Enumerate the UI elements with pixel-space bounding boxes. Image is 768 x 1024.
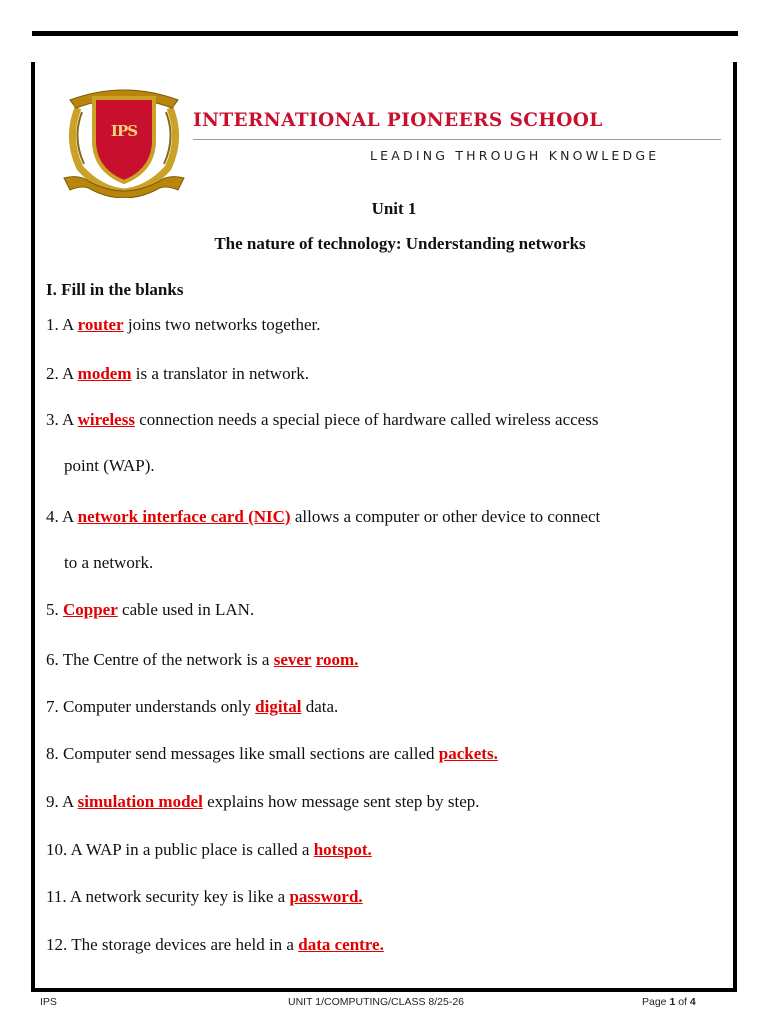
question-text: joins two networks together. — [123, 315, 321, 334]
crest-letters: IPS — [110, 122, 138, 140]
top-rule — [32, 31, 738, 36]
question-1 — [46, 315, 321, 335]
answer-blank: router — [77, 315, 124, 334]
question-text: 6. The Centre of the network is a — [46, 650, 274, 669]
question-text: connection needs a special piece of hardware called wireless access — [134, 410, 599, 429]
question-text: 11. A network security key is like a — [46, 887, 290, 906]
answer-blank: modem — [77, 364, 132, 383]
answer-blank: simulation model — [77, 792, 203, 811]
question-4 — [46, 507, 600, 527]
question-6 — [46, 650, 358, 670]
answer-blank: Copper — [63, 600, 118, 619]
question-text: 4. A — [46, 507, 78, 526]
question-2 — [46, 364, 309, 384]
question-3 — [46, 410, 598, 430]
question-9 — [46, 792, 480, 812]
bottom-rule — [31, 988, 737, 992]
question-text: 9. A — [46, 792, 78, 811]
footer-left: IPS — [40, 996, 57, 1008]
answer-blank: digital — [255, 697, 302, 716]
question-4-continuation: to a network. — [64, 553, 154, 572]
unit-title: Unit 1 — [371, 199, 417, 218]
school-crest-logo — [60, 78, 188, 198]
question-text: 7. Computer understands only — [46, 697, 256, 716]
question-text: 10. A WAP in a public place is called a — [46, 840, 314, 859]
question-text: cable used in LAN. — [117, 600, 255, 619]
question-12 — [46, 935, 384, 955]
question-text: 1. A — [46, 315, 78, 334]
school-tagline: LEADING THROUGH KNOWLEDGE — [370, 148, 660, 163]
answer-blank: network interface card (NIC) — [77, 507, 291, 526]
answer-blank: sever — [273, 650, 312, 669]
answer-blank: packets. — [438, 744, 498, 763]
question-5 — [46, 600, 254, 620]
question-text: allows a computer or other device to connect — [290, 507, 601, 526]
footer-page-total: 4 — [689, 996, 696, 1008]
question-7 — [46, 697, 338, 717]
question-8 — [46, 744, 498, 764]
question-text: 2. A — [46, 364, 78, 383]
school-name: INTERNATIONAL PIONEERS SCHOOL — [193, 110, 603, 131]
footer-page-current: 1 — [669, 996, 676, 1008]
question-10 — [46, 840, 372, 860]
question-text: data. — [301, 697, 339, 716]
footer-center: UNIT 1/COMPUTING/CLASS 8/25-26 — [288, 996, 465, 1008]
answer-blank: hotspot. — [313, 840, 372, 859]
answer-blank: password. — [289, 887, 363, 906]
question-text: explains how message sent step by step. — [202, 792, 480, 811]
answer-blank: room. — [315, 650, 359, 669]
answer-blank: wireless — [77, 410, 135, 429]
footer-page-of: of — [675, 996, 690, 1008]
question-text: 12. The storage devices are held in a — [46, 935, 299, 954]
section-heading: I. Fill in the blanks — [46, 280, 184, 299]
question-3-continuation: point (WAP). — [64, 456, 155, 475]
question-11 — [46, 887, 363, 907]
footer-page-number — [642, 996, 696, 1008]
question-text: 8. Computer send messages like small sections are called — [46, 744, 439, 763]
footer-page-label: Page — [642, 996, 670, 1008]
answer-blank: data centre. — [298, 935, 384, 954]
header-divider — [193, 139, 721, 140]
question-text: 3. A — [46, 410, 78, 429]
unit-subtitle: The nature of technology: Understanding networks — [214, 234, 586, 253]
question-text: is a translator in network. — [131, 364, 309, 383]
question-text: 5. — [46, 600, 63, 619]
